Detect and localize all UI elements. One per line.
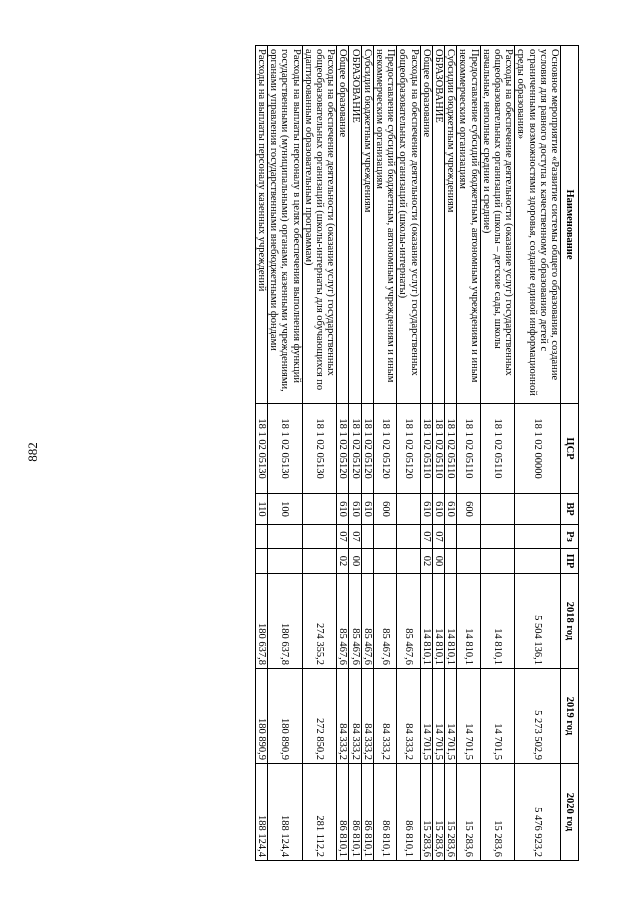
- row-pr: 00: [349, 549, 361, 574]
- row-csr: 18 1 02 05120: [397, 404, 420, 494]
- row-name: Расходы на обеспечение деятельности (оказание услуг) государственных общеобразовательных организаций (школы – детские сады, школы начальные, неполные средние и средние): [480, 46, 515, 404]
- row-value-2020: 15 283,6: [420, 764, 432, 861]
- row-value-2020: 15 283,6: [444, 764, 456, 861]
- row-rz: 07: [432, 525, 444, 549]
- row-name: Расходы на обеспечение деятельности (оказание услуг) государственных общеобразовательных организаций (школы-интернаты для обучающихся по адаптированным образовательным программам): [302, 46, 337, 404]
- row-name: Общее образование: [337, 46, 349, 404]
- row-rz: 07: [337, 525, 349, 549]
- row-rz: [457, 525, 480, 549]
- row-rz: [480, 525, 515, 549]
- header-name: Наименование: [561, 46, 579, 404]
- row-csr: 18 1 02 05110: [457, 404, 480, 494]
- row-value-2018: 85 467,6: [373, 574, 396, 669]
- header-pr: ПР: [561, 549, 579, 574]
- row-name: Субсидии бюджетным учреждениям: [361, 46, 373, 404]
- row-value-2018: 14 810,1: [444, 574, 456, 669]
- row-value-2018: 14 810,1: [420, 574, 432, 669]
- row-value-2019: 84 333,2: [361, 669, 373, 764]
- row-vr: [302, 494, 337, 525]
- row-vr: 600: [457, 494, 480, 525]
- row-value-2020: 86 810,1: [373, 764, 396, 861]
- row-value-2019: 14 701,5: [457, 669, 480, 764]
- row-value-2019: 180 890,9: [255, 669, 267, 764]
- row-value-2018: 85 467,6: [361, 574, 373, 669]
- table-row: [515, 46, 561, 861]
- row-rz: [302, 525, 337, 549]
- page-number: 882: [25, 442, 40, 462]
- row-value-2019: 14 701,5: [432, 669, 444, 764]
- row-value-2020: 281 112,2: [302, 764, 337, 861]
- row-value-2018: 85 467,6: [397, 574, 420, 669]
- table-row: [397, 46, 420, 861]
- row-value-2020: 188 124,4: [255, 764, 267, 861]
- row-csr: 18 1 02 05130: [302, 404, 337, 494]
- row-rz: [397, 525, 420, 549]
- row-name: Предоставление субсидий бюджетным, автономным учреждениям и иным некоммерческим организациям: [373, 46, 396, 404]
- row-pr: [255, 549, 267, 574]
- row-rz: [255, 525, 267, 549]
- row-value-2018: 14 810,1: [432, 574, 444, 669]
- table-row: [444, 46, 456, 861]
- row-rz: [361, 525, 373, 549]
- row-name: ОБРАЗОВАНИЕ: [432, 46, 444, 404]
- row-pr: [302, 549, 337, 574]
- row-csr: 18 1 02 05120: [361, 404, 373, 494]
- row-csr: 18 1 02 05120: [349, 404, 361, 494]
- row-rz: [515, 525, 561, 549]
- row-vr: 610: [349, 494, 361, 525]
- row-pr: [480, 549, 515, 574]
- row-pr: [397, 549, 420, 574]
- row-vr: [480, 494, 515, 525]
- row-name: Предоставление субсидий бюджетным, автономным учреждениям и иным некоммерческим организациям: [457, 46, 480, 404]
- table-row: [267, 46, 302, 861]
- row-rz: [444, 525, 456, 549]
- row-value-2018: 85 467,6: [337, 574, 349, 669]
- row-vr: 100: [267, 494, 302, 525]
- row-value-2019: 5 273 502,9: [515, 669, 561, 764]
- row-rz: 07: [420, 525, 432, 549]
- header-2019: 2019 год: [561, 669, 579, 764]
- table-row: [255, 46, 267, 861]
- row-rz: [373, 525, 396, 549]
- row-vr: [515, 494, 561, 525]
- header-2020: 2020 год: [561, 764, 579, 861]
- row-pr: [373, 549, 396, 574]
- row-pr: [515, 549, 561, 574]
- row-csr: 18 1 02 00000: [515, 404, 561, 494]
- table-row: [420, 46, 432, 861]
- row-name: Расходы на обеспечение деятельности (оказание услуг) государственных общеобразовательных организаций (школы-интернаты): [397, 46, 420, 404]
- row-value-2018: 180 637,8: [267, 574, 302, 669]
- row-value-2019: 272 850,2: [302, 669, 337, 764]
- row-value-2019: 84 333,2: [349, 669, 361, 764]
- row-value-2018: 14 810,1: [457, 574, 480, 669]
- row-name: ОБРАЗОВАНИЕ: [349, 46, 361, 404]
- row-value-2018: 180 637,8: [255, 574, 267, 669]
- row-rz: [267, 525, 302, 549]
- row-rz: 07: [349, 525, 361, 549]
- row-value-2020: 86 810,1: [349, 764, 361, 861]
- rotated-table-container: [255, 45, 579, 860]
- row-value-2019: 84 333,2: [373, 669, 396, 764]
- table-row: [349, 46, 361, 861]
- header-csr: ЦСР: [561, 404, 579, 494]
- table-row: [337, 46, 349, 861]
- table-row: [302, 46, 337, 861]
- row-value-2018: 85 467,6: [349, 574, 361, 669]
- row-csr: 18 1 02 05110: [420, 404, 432, 494]
- row-value-2020: 15 283,6: [457, 764, 480, 861]
- row-csr: 18 1 02 05110: [444, 404, 456, 494]
- table-row: [361, 46, 373, 861]
- row-value-2019: 14 701,5: [480, 669, 515, 764]
- row-value-2020: 86 810,1: [397, 764, 420, 861]
- table-header-row: [561, 46, 579, 861]
- row-vr: [397, 494, 420, 525]
- row-csr: 18 1 02 05120: [373, 404, 396, 494]
- row-vr: 610: [361, 494, 373, 525]
- row-name: Основное мероприятие «Развитие системы общего образования, создание условия для равного доступа к качественному образованию детей с ограниченными возможностями здоровья, создание единой информационной среды образования»: [515, 46, 561, 404]
- row-value-2019: 84 333,2: [397, 669, 420, 764]
- row-csr: 18 1 02 05120: [337, 404, 349, 494]
- row-pr: [457, 549, 480, 574]
- row-pr: [444, 549, 456, 574]
- header-2018: 2018 год: [561, 574, 579, 669]
- row-pr: [267, 549, 302, 574]
- row-name: Субсидии бюджетным учреждениям: [444, 46, 456, 404]
- row-name: Общее образование: [420, 46, 432, 404]
- row-vr: 110: [255, 494, 267, 525]
- row-value-2018: 5 504 136,1: [515, 574, 561, 669]
- row-value-2019: 14 701,5: [444, 669, 456, 764]
- row-name: Расходы на выплаты персоналу казенных учреждений: [255, 46, 267, 404]
- row-value-2018: 14 810,1: [480, 574, 515, 669]
- row-vr: 610: [432, 494, 444, 525]
- row-pr: 02: [337, 549, 349, 574]
- row-value-2018: 274 355,2: [302, 574, 337, 669]
- row-value-2019: 84 333,2: [337, 669, 349, 764]
- row-pr: 00: [432, 549, 444, 574]
- row-value-2020: 15 283,6: [432, 764, 444, 861]
- header-vr: ВР: [561, 494, 579, 525]
- row-value-2020: 188 124,4: [267, 764, 302, 861]
- row-vr: 610: [420, 494, 432, 525]
- row-value-2020: 86 810,1: [337, 764, 349, 861]
- row-name: Расходы на выплаты персоналу в целях обеспечения выполнения функций государственными (муниципальными) органами, казенными учреждениями, органами управления государственными внебюджетными фондами: [267, 46, 302, 404]
- row-pr: 02: [420, 549, 432, 574]
- row-vr: 600: [373, 494, 396, 525]
- budget-table: [255, 45, 579, 861]
- row-value-2020: 86 810,1: [361, 764, 373, 861]
- row-csr: 18 1 02 05130: [255, 404, 267, 494]
- row-value-2020: 5 476 923,2: [515, 764, 561, 861]
- table-row: [457, 46, 480, 861]
- table-row: [432, 46, 444, 861]
- table-row: [480, 46, 515, 861]
- row-pr: [361, 549, 373, 574]
- row-value-2020: 15 283,6: [480, 764, 515, 861]
- header-rz: Рз: [561, 525, 579, 549]
- table-row: [373, 46, 396, 861]
- row-vr: 610: [337, 494, 349, 525]
- row-vr: 610: [444, 494, 456, 525]
- row-csr: 18 1 02 05130: [267, 404, 302, 494]
- row-value-2019: 180 890,9: [267, 669, 302, 764]
- row-csr: 18 1 02 05110: [480, 404, 515, 494]
- row-csr: 18 1 02 05110: [432, 404, 444, 494]
- row-value-2019: 14 701,5: [420, 669, 432, 764]
